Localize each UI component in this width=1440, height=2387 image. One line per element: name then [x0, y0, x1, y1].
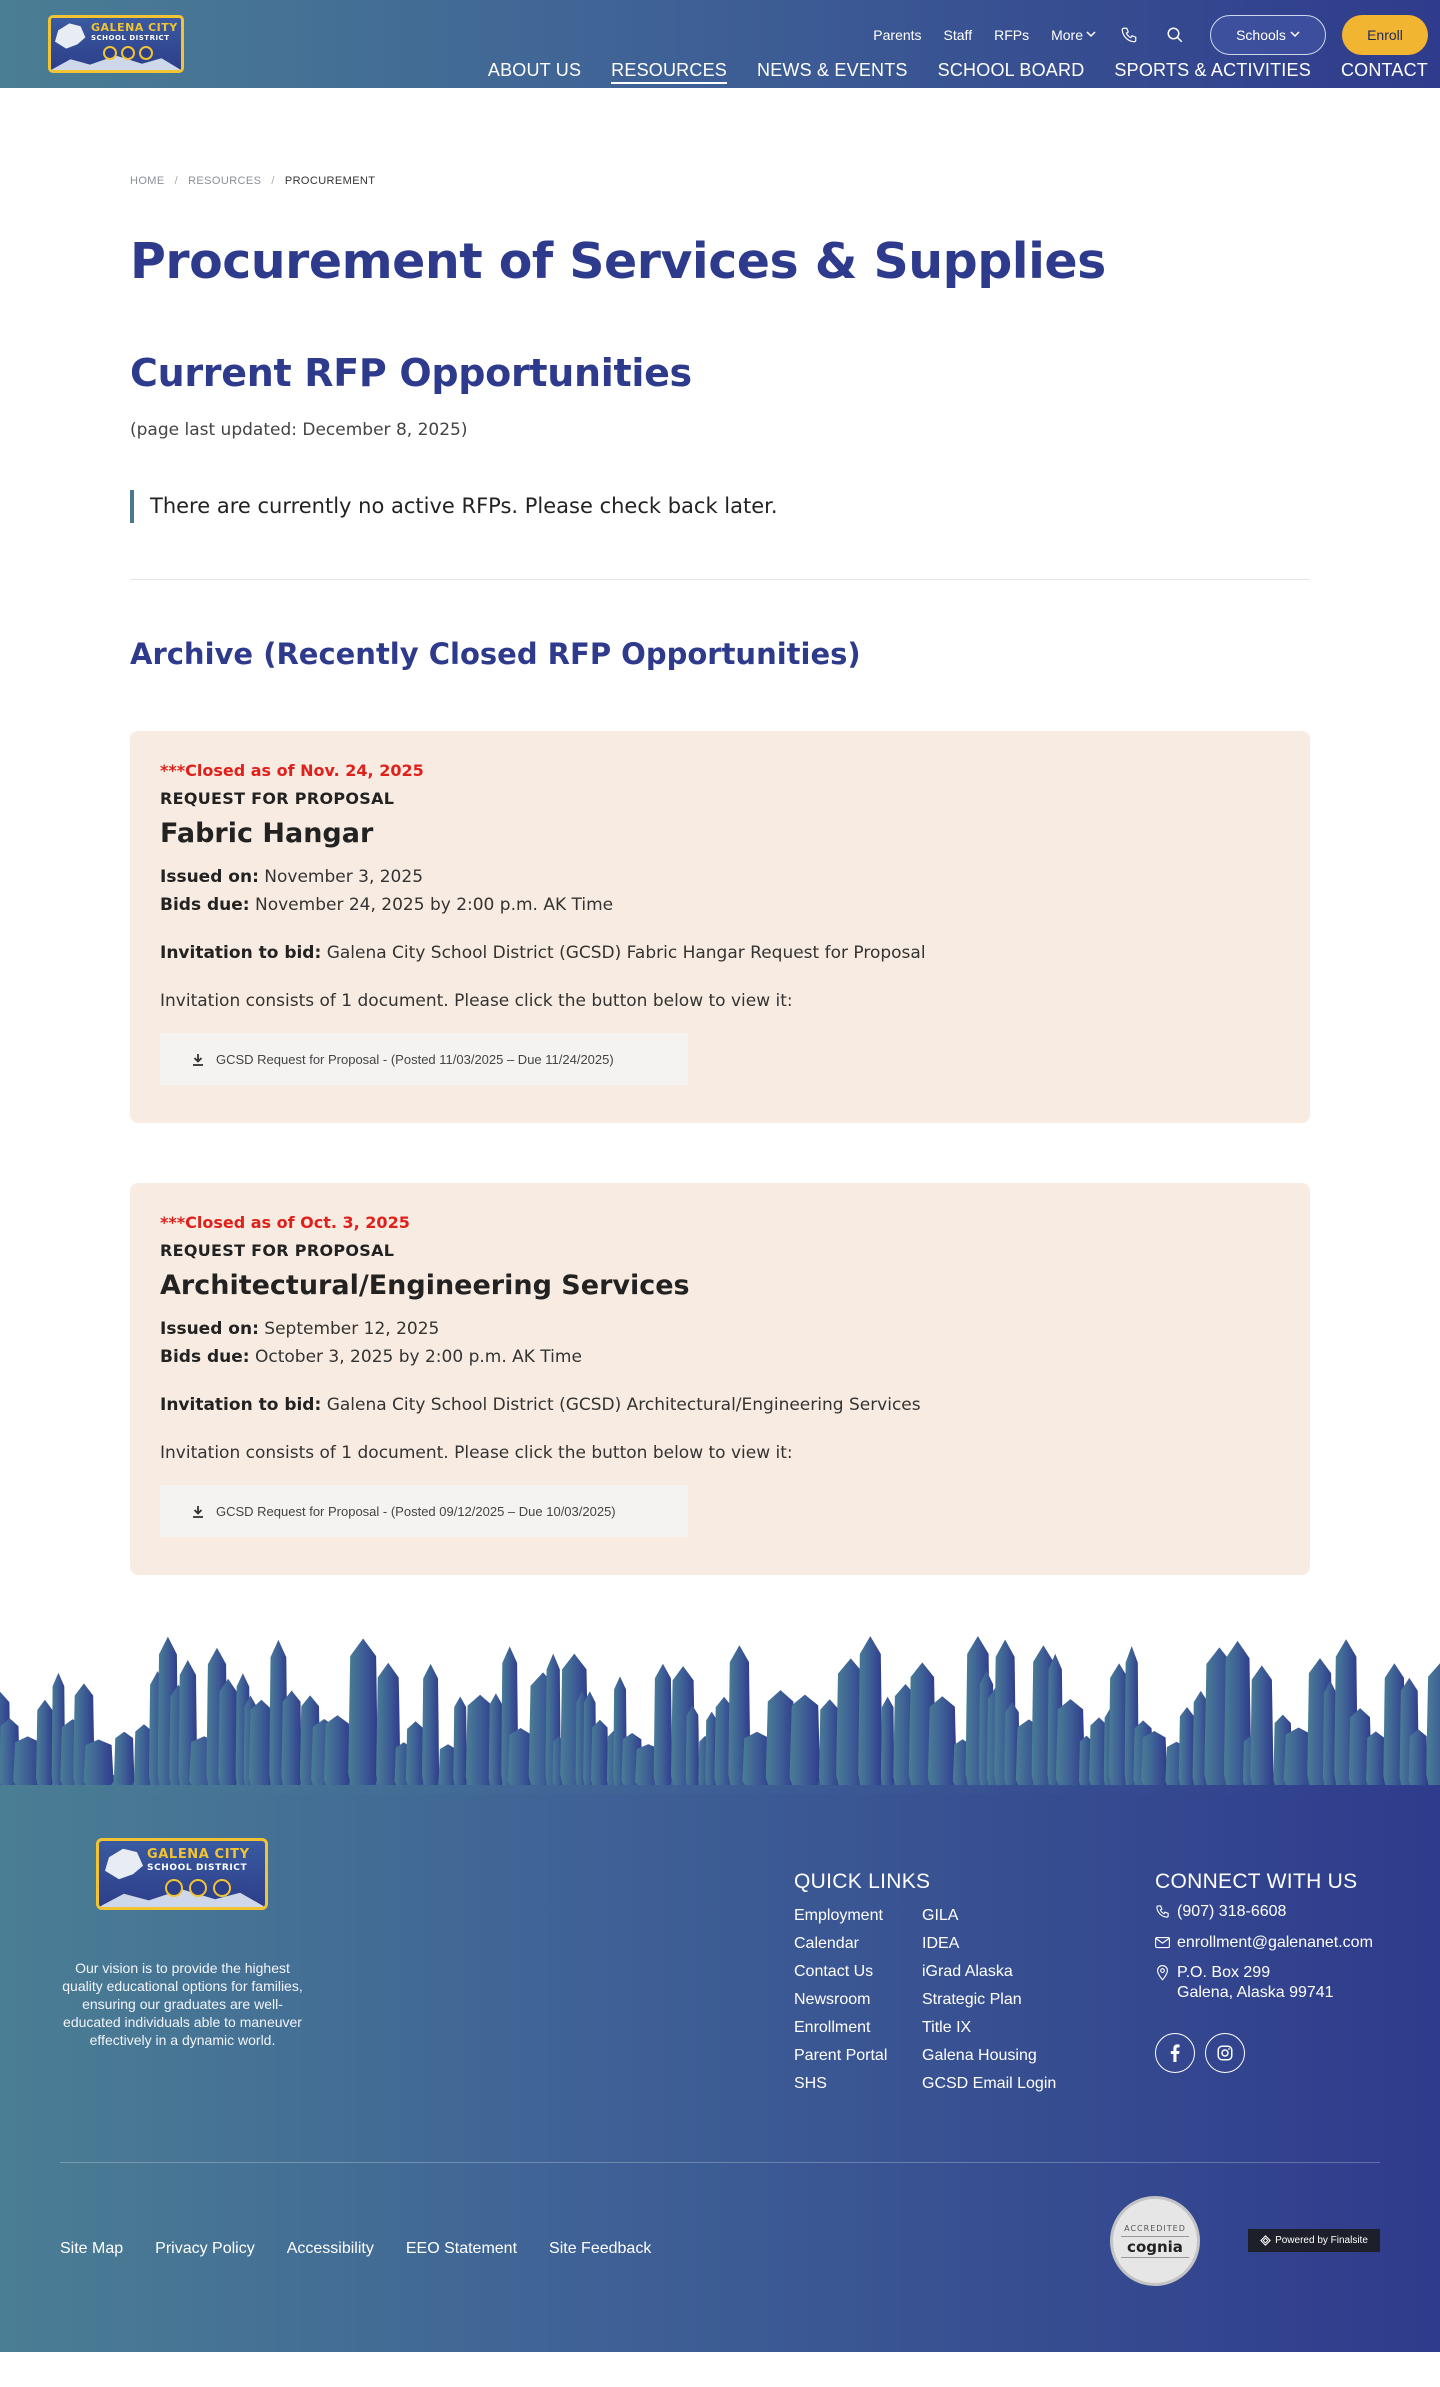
footer-link-accessibility[interactable]: Accessibility [286, 2240, 374, 2257]
invite-label: Invitation to bid: [160, 1395, 322, 1415]
current-rfp-title: Current RFP Opportunities [130, 351, 692, 395]
tree-shape [1409, 1729, 1428, 1785]
tree-shape [1141, 1731, 1167, 1785]
tree-shape [324, 1715, 351, 1785]
footer-link-site-map[interactable]: Site Map [60, 2240, 124, 2257]
util-link-staff[interactable]: Staff [943, 27, 973, 43]
finalsite-icon [1260, 2235, 1271, 2246]
footer-link-feedback[interactable]: Site Feedback [549, 2240, 652, 2257]
nav-contact[interactable]: CONTACT [1340, 60, 1428, 80]
quick-link[interactable]: Galena Housing [922, 2047, 1037, 2064]
quick-link[interactable]: GCSD Email Login [922, 2075, 1057, 2092]
forest-silhouette-graphic [0, 1635, 1440, 1795]
quick-link[interactable]: Title IX [922, 2019, 972, 2036]
tree-shape [591, 1720, 609, 1785]
rfp-consists-text: Invitation consists of 1 document. Please click the button below to view it: [160, 1443, 793, 1463]
breadcrumb-home[interactable]: HOME [130, 175, 165, 187]
quick-link-item [794, 1930, 922, 1958]
alaska-map-graphic [105, 1847, 145, 1881]
email-link[interactable] [1155, 1933, 1373, 1955]
issued-date: November 3, 2025 [264, 867, 424, 887]
quick-links [794, 1870, 1056, 2098]
quick-link[interactable]: Parent Portal [794, 2047, 888, 2064]
rfp-card [130, 1183, 1310, 1575]
page-title: Procurement of Services & Supplies [130, 233, 1106, 290]
rfp-consists-text: Invitation consists of 1 document. Please click the button below to view it: [160, 991, 793, 1011]
last-updated-text: (page last updated: December 8, 2025) [130, 420, 468, 440]
quick-links-title: QUICK LINKS [794, 1870, 931, 1893]
download-icon [192, 1505, 204, 1518]
utility-nav [873, 15, 1428, 55]
school-seal-icon [103, 46, 117, 60]
phone-icon [1155, 1902, 1177, 1925]
district-logo[interactable] [48, 15, 184, 73]
address [1155, 1963, 1373, 2003]
closed-notice: ***Closed as of Oct. 3, 2025 [160, 1213, 410, 1232]
school-seal-icon [165, 1879, 183, 1897]
tree-shape [348, 1639, 378, 1786]
due-label: Bids due: [160, 1347, 250, 1367]
school-seal-icon [121, 46, 135, 60]
chevron-down-icon [1290, 30, 1300, 40]
quick-link-item [794, 1986, 922, 2014]
phone-link[interactable] [1155, 1902, 1373, 1925]
quick-link[interactable]: iGrad Alaska [922, 1963, 1013, 1980]
footer-logo-line1: GALENA CITY [147, 1847, 250, 1862]
address-line1: P.O. Box 299 [1177, 1964, 1271, 1981]
tree-shape [928, 1696, 957, 1785]
site-footer [0, 1794, 1440, 2352]
quick-links-col2 [922, 1902, 1056, 2098]
footer-link-privacy[interactable]: Privacy Policy [155, 2240, 255, 2257]
quick-link-item [794, 2042, 922, 2070]
breadcrumb-separator: / [174, 175, 179, 187]
rfp-title: Architectural/Engineering Services [160, 1270, 690, 1301]
logo-line1: GALENA CITY [91, 21, 178, 34]
rfp-type-label: REQUEST FOR PROPOSAL [160, 1241, 395, 1260]
schools-dropdown-button[interactable] [1210, 15, 1326, 55]
archive-title: Archive (Recently Closed RFP Opportunities) [130, 637, 861, 671]
connect-section [1155, 1870, 1373, 2073]
footer-divider [60, 2162, 1380, 2163]
due-label: Bids due: [160, 895, 250, 915]
quick-links-col1 [794, 1902, 922, 2098]
issued-date: September 12, 2025 [264, 1319, 440, 1339]
due-date: October 3, 2025 by 2:00 p.m. AK Time [255, 1347, 582, 1367]
footer-logo-line2: SCHOOL DISTRICT [147, 1863, 248, 1873]
logo-line2: SCHOOL DISTRICT [91, 34, 170, 42]
tree-shape [422, 1664, 439, 1785]
quick-link-item [794, 1902, 922, 1930]
quick-link[interactable]: GILA [922, 1907, 959, 1924]
address-line2: Galena, Alaska 99741 [1177, 1984, 1334, 2001]
breadcrumb-separator: / [271, 175, 275, 187]
breadcrumb-resources[interactable]: RESOURCES [188, 175, 262, 187]
school-seal-icon [139, 46, 153, 60]
quick-link-item [922, 2014, 1056, 2042]
tree-shape [881, 1697, 895, 1785]
tree-shape [36, 1700, 54, 1785]
invite-label: Invitation to bid: [160, 943, 322, 963]
cognia-accreditation-badge[interactable] [1110, 2196, 1200, 2286]
document-label: GCSD Request for Proposal - (Posted 09/12/2025 – Due 10/03/2025) [216, 1503, 616, 1519]
section-divider [130, 579, 1310, 580]
phone-number: (907) 318-6608 [1177, 1903, 1287, 1920]
tree-shape [1250, 1665, 1273, 1785]
rfp-invitation [160, 1391, 1280, 1419]
instagram-icon[interactable] [1205, 2033, 1245, 2073]
nav-news-events[interactable]: NEWS & EVENTS [757, 60, 908, 80]
powered-by-finalsite[interactable] [1248, 2229, 1380, 2252]
tree-shape [858, 1636, 882, 1785]
issued-label: Issued on: [160, 1319, 259, 1339]
phone-icon[interactable] [1118, 24, 1140, 46]
rfp-invitation [160, 939, 1280, 967]
schools-label: Schools [1236, 27, 1286, 43]
quick-link[interactable]: Employment [794, 1907, 883, 1924]
email-address: enrollment@galenanet.com [1177, 1934, 1373, 1951]
breadcrumb-current: PROCUREMENT [284, 175, 376, 187]
tree-shape [114, 1732, 134, 1785]
no-rfp-notice: There are currently no active RFPs. Please check back later. [130, 490, 1310, 523]
nav-about-us[interactable]: ABOUT US [487, 60, 582, 80]
quick-link[interactable]: IDEA [922, 1935, 960, 1952]
due-date: November 24, 2025 by 2:00 p.m. AK Time [255, 895, 614, 915]
footer-link-eeo[interactable]: EEO Statement [405, 2240, 518, 2257]
tree-shape [489, 1693, 503, 1785]
quick-link-item [922, 2070, 1056, 2098]
download-document-button[interactable] [160, 1485, 688, 1537]
social-links [1155, 2033, 1373, 2073]
rfp-title: Fabric Hangar [160, 818, 374, 849]
quick-link-item [922, 1986, 1056, 2014]
quick-link-item [794, 2014, 922, 2042]
school-seal-icon [213, 1879, 231, 1897]
invite-text: Galena City School District (GCSD) Fabric Hangar Request for Proposal [326, 943, 926, 963]
nav-sports-activities[interactable]: SPORTS & ACTIVITIES [1114, 60, 1311, 80]
quick-link[interactable]: Contact Us [794, 1963, 874, 1980]
enroll-button[interactable]: Enroll [1342, 15, 1428, 55]
quick-link[interactable]: Calendar [794, 1935, 859, 1952]
tree-shape [1366, 1731, 1386, 1785]
nav-school-board[interactable]: SCHOOL BOARD [937, 60, 1085, 80]
quick-link-item [922, 1930, 1056, 1958]
tree-shape [654, 1664, 673, 1785]
tree-shape [453, 1697, 467, 1786]
tree-shape [686, 1706, 699, 1786]
download-icon [192, 1053, 204, 1066]
invite-text: Galena City School District (GCSD) Architectural/Engineering Services [326, 1395, 921, 1415]
cognia-logo-text: cognia [1121, 2236, 1189, 2258]
breadcrumb [130, 175, 1310, 187]
main-content [0, 175, 1440, 1575]
rfp-dates [160, 1315, 1280, 1371]
alaska-map-graphic [55, 22, 87, 50]
facebook-icon[interactable] [1155, 2033, 1195, 2073]
connect-title: CONNECT WITH US [1155, 1870, 1358, 1893]
quick-link-item [794, 1958, 922, 1986]
tree-shape [281, 1691, 301, 1786]
quick-link[interactable]: SHS [794, 2075, 827, 2092]
quick-link[interactable]: Enrollment [794, 2019, 871, 2036]
site-header [0, 0, 1440, 88]
main-nav [458, 60, 1428, 84]
quick-link-item [922, 1958, 1056, 1986]
nav-resources[interactable]: RESOURCES [611, 60, 727, 84]
quick-link[interactable]: Strategic Plan [922, 1991, 1022, 2008]
cognia-top-text: ACCREDITED [1124, 2224, 1186, 2233]
rfp-dates [160, 863, 1280, 919]
location-pin-icon [1155, 1963, 1177, 1987]
util-link-rfps[interactable]: RFPs [994, 27, 1030, 43]
closed-notice: ***Closed as of Nov. 24, 2025 [160, 761, 424, 780]
rfp-card [130, 731, 1310, 1123]
quick-link[interactable]: Newsroom [794, 1991, 871, 2008]
util-link-parents[interactable]: Parents [873, 27, 922, 43]
more-menu[interactable] [1051, 27, 1096, 43]
quick-link-item [794, 2070, 922, 2098]
powered-by-text: Powered by Finalsite [1275, 2235, 1368, 2246]
tree-shape [790, 1695, 821, 1785]
tree-shape [218, 1679, 238, 1785]
school-seal-icon [189, 1879, 207, 1897]
issued-label: Issued on: [160, 867, 259, 887]
document-label: GCSD Request for Proposal - (Posted 11/03/2025 – Due 11/24/2025) [216, 1051, 614, 1067]
tree-shape [84, 1740, 114, 1786]
quick-link-item [922, 2042, 1056, 2070]
download-document-button[interactable] [160, 1033, 688, 1085]
mail-icon [1155, 1933, 1177, 1955]
quick-link-item [922, 1902, 1056, 1930]
vision-statement: Our vision is to provide the highest quality educational options for families, ensuring our graduates are well-educated individuals able to maneuver effectively in a dynamic world. [62, 1960, 303, 2048]
chevron-down-icon [1086, 30, 1096, 40]
tree-shape [1426, 1662, 1440, 1785]
more-label: More [1051, 27, 1083, 43]
footer-district-logo[interactable] [96, 1838, 268, 1910]
rfp-type-label: REQUEST FOR PROPOSAL [160, 789, 395, 808]
search-icon[interactable] [1164, 24, 1186, 46]
footer-bottom-links [60, 2240, 683, 2258]
